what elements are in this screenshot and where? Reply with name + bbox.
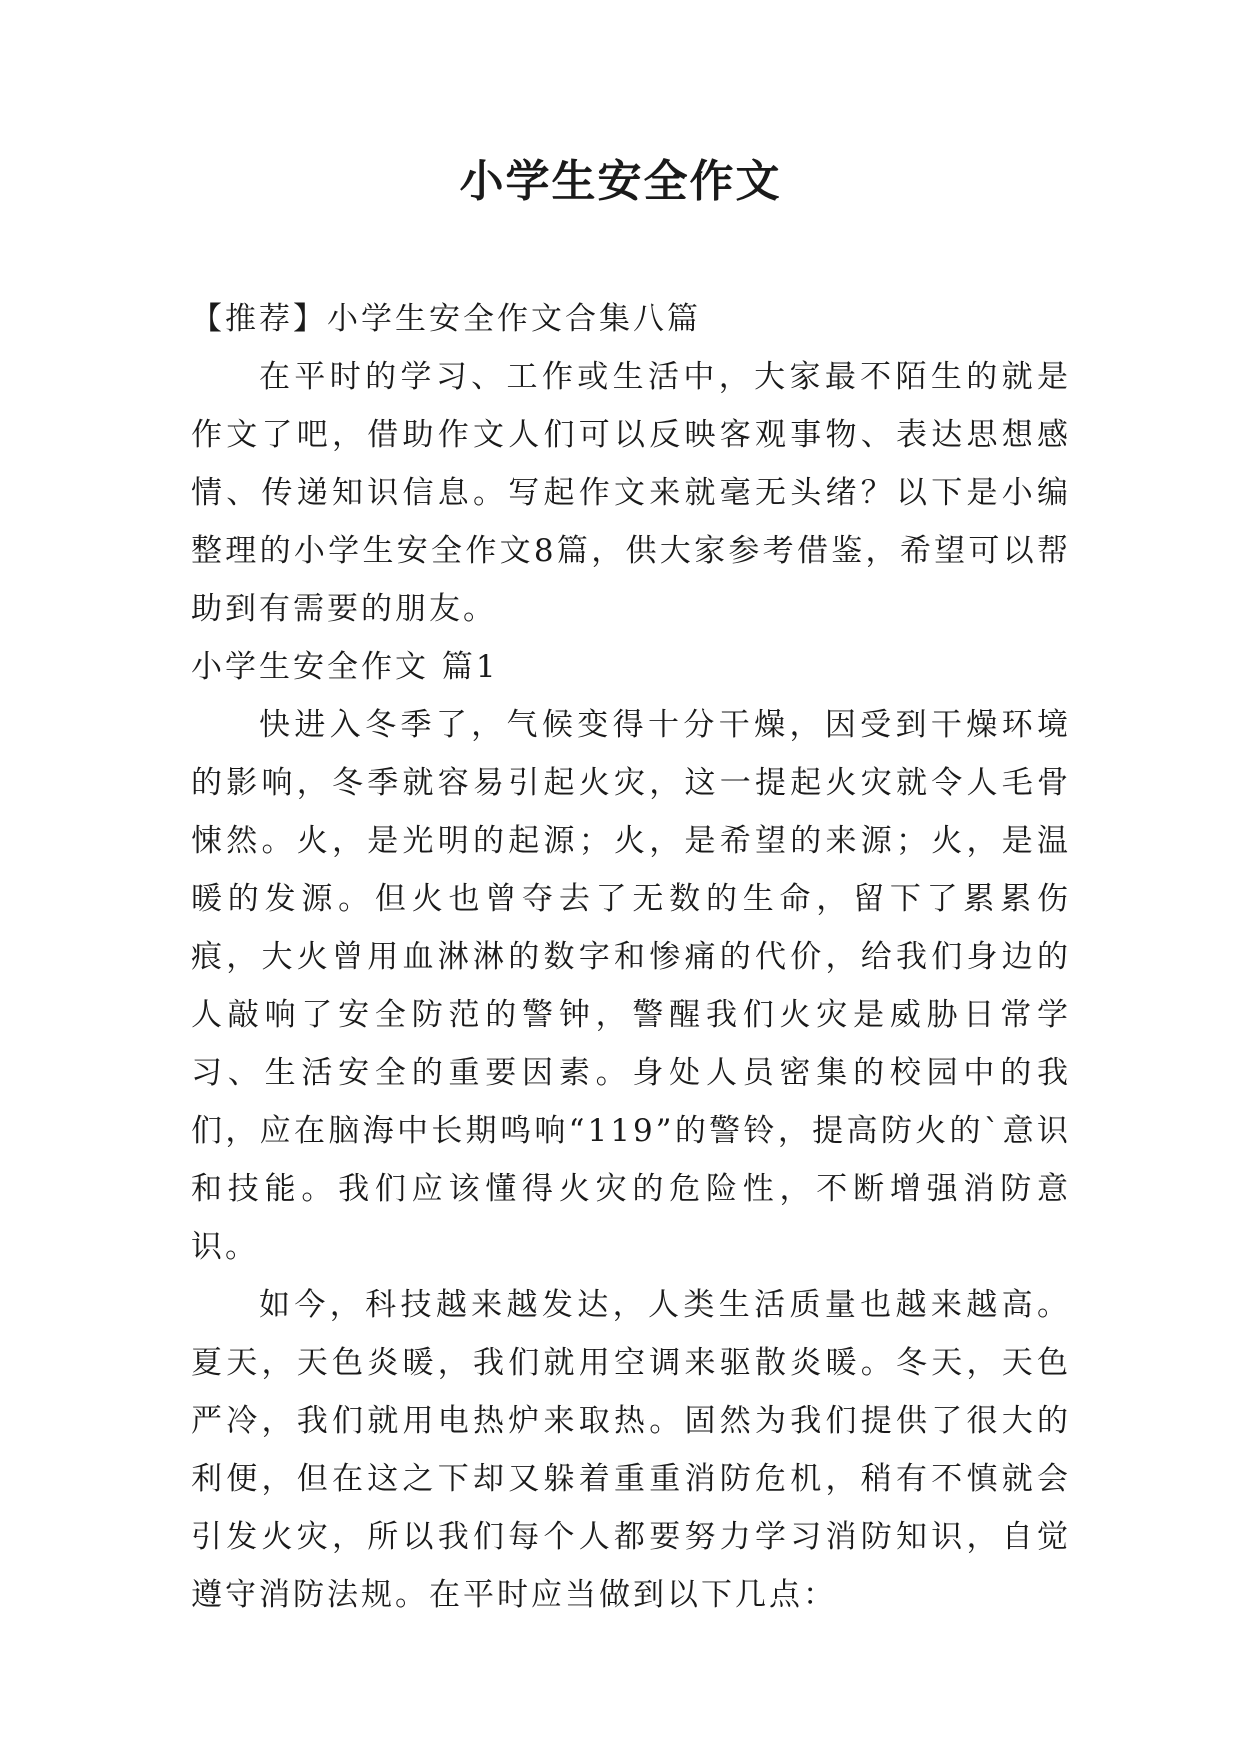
- document-title: 小学生安全作文: [459, 156, 782, 207]
- recommend-line: 【推荐】小学生安全作文合集八篇: [191, 301, 701, 337]
- intro-paragraph: 在平时的学习、工作或生活中，大家最不陌生的就是作文了吧，借助作文人们可以反映客观事物、表达思想感情、传递知识信息。写起作文来就毫无头绪？以下是小编整理的小学生安全作文8篇，供大家参考借鉴，希望可以帮助到有需要的朋友。: [191, 359, 1071, 627]
- body-paragraph-1: 快进入冬季了，气候变得十分干燥，因受到干燥环境的影响，冬季就容易引起火灾，这一提起火灾就令人毛骨悚然。火，是光明的起源；火，是希望的来源；火，是温暖的发源。但火也曾夺去了无数的生命，留下了累累伤痕，大火曾用血淋淋的数字和惨痛的代价，给我们身边的人敲响了安全防范的警钟，警醒我们火灾是威胁日常学习、生活安全的重要因素。身处人员密集的校园中的我们，应在脑海中长期鸣响“119”的警铃，提高防火的`意识和技能。我们应该懂得火灾的危险性，不断增强消防意识。: [191, 707, 1071, 1265]
- section-heading: 小学生安全作文 篇1: [191, 649, 499, 685]
- document-body: [191, 290, 1071, 1624]
- body-paragraph-2: 如今，科技越来越发达，人类生活质量也越来越高。夏天，天色炎暖，我们就用空调来驱散炎暖。冬天，天色严冷，我们就用电热炉来取热。固然为我们提供了很大的利便，但在这之下却又躲着重重消防危机，稍有不慎就会引发火灾，所以我们每个人都要努力学习消防知识，自觉遵守消防法规。在平时应当做到以下几点：: [191, 1287, 1071, 1613]
